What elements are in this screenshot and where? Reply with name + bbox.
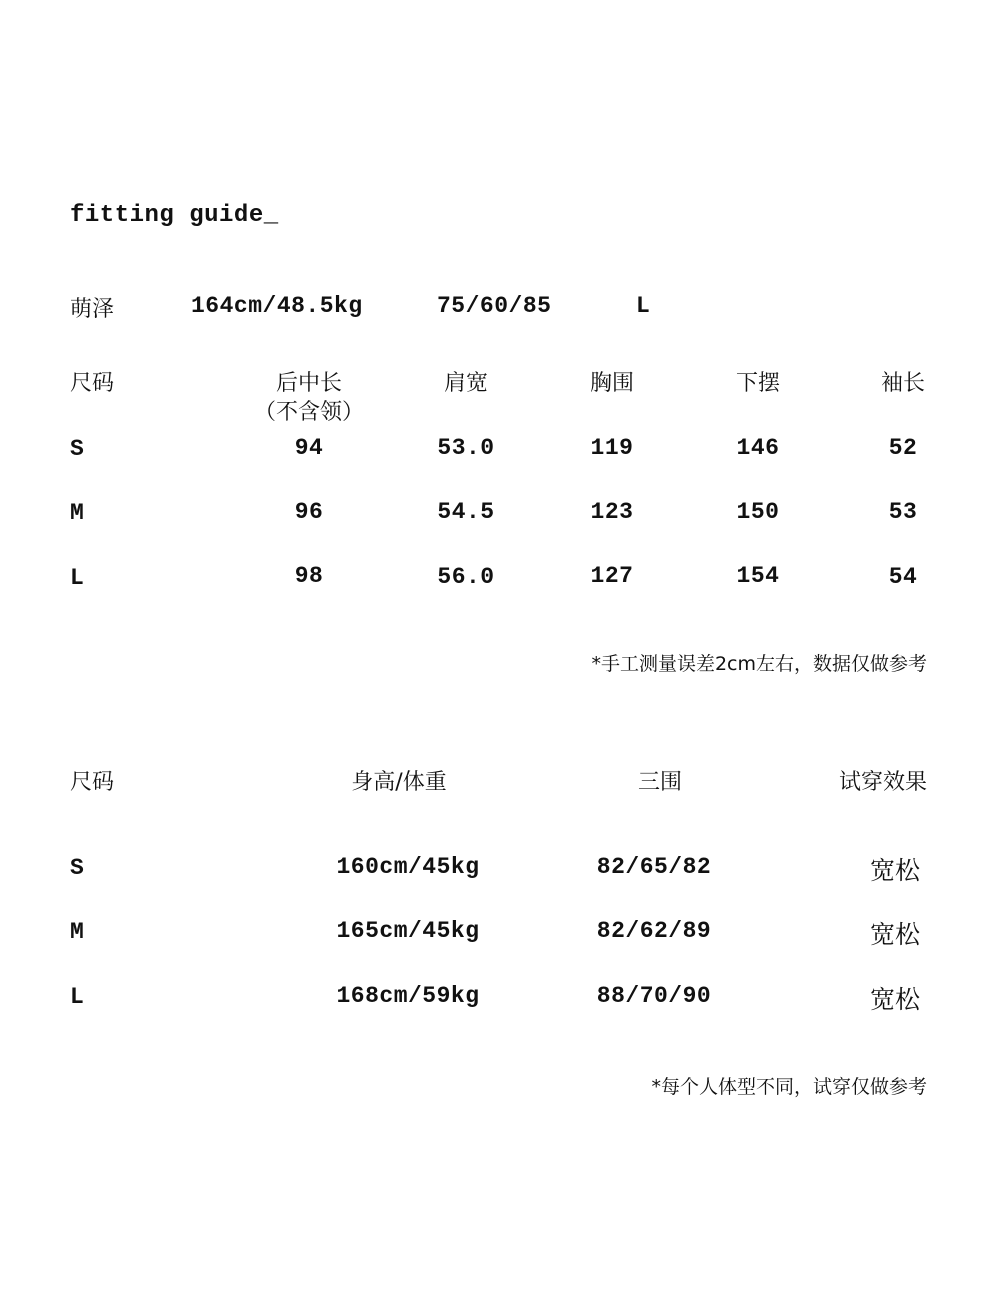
- size-table-cell: L: [70, 565, 85, 591]
- size-table-cell: 98: [294, 563, 324, 589]
- size-table-cell: 53.0: [437, 435, 495, 461]
- fit-table-cell: S: [70, 855, 85, 881]
- size-table-cell: 94: [294, 435, 324, 461]
- model-height-weight: 164cm/48.5kg: [191, 293, 363, 319]
- fit-table-cell: 168cm/59kg: [336, 983, 480, 1009]
- size-table-cell: 123: [590, 499, 634, 525]
- fit-table-cell: L: [70, 984, 85, 1010]
- size-table-header-back-length-note: （不含领）: [253, 400, 365, 425]
- fit-table-cell: 160cm/45kg: [336, 854, 480, 880]
- size-table-cell: 146: [736, 435, 780, 461]
- fit-table-cell: 宽松: [869, 856, 921, 885]
- size-table-cell: 154: [736, 563, 780, 589]
- fit-table-cell: 88/70/90: [596, 983, 712, 1009]
- size-table-header-hem: 下摆: [735, 371, 781, 396]
- model-size: L: [636, 293, 651, 319]
- size-table-header-sleeve: 袖长: [880, 371, 926, 396]
- fit-table-header-measurements: 三围: [637, 770, 683, 795]
- fit-table-cell: 宽松: [869, 920, 921, 949]
- size-table-cell: S: [70, 436, 85, 462]
- size-table-cell: 56.0: [437, 564, 495, 590]
- fit-table-cell: M: [70, 919, 85, 945]
- fit-table-header-size: 尺码: [70, 770, 115, 795]
- size-table-header-size: 尺码: [70, 371, 115, 396]
- fit-table-cell: 165cm/45kg: [336, 918, 480, 944]
- size-table-cell: 150: [736, 499, 780, 525]
- size-table-cell: 54.5: [437, 499, 495, 525]
- fit-table-header-fit-result: 试穿效果: [838, 770, 927, 795]
- model-name: 萌泽: [70, 297, 115, 322]
- size-table-cell: 54: [888, 564, 918, 590]
- size-table-cell: 53: [888, 499, 918, 525]
- size-table-cell: 119: [590, 435, 634, 461]
- size-table-cell: 52: [888, 435, 918, 461]
- size-table-note: *手工测量误差2cm左右，数据仅做参考: [591, 653, 927, 675]
- fit-table-note: *每个人体型不同，试穿仅做参考: [651, 1076, 927, 1098]
- size-table-header-back-length: 后中长: [275, 371, 343, 396]
- fit-table-cell: 82/65/82: [596, 854, 712, 880]
- fit-table-cell: 82/62/89: [596, 918, 712, 944]
- page-title: fitting guide_: [70, 202, 279, 229]
- fit-table-header-height-weight: 身高/体重: [351, 770, 447, 795]
- size-table-cell: 127: [590, 563, 634, 589]
- size-table-cell: 96: [294, 499, 324, 525]
- model-measurements: 75/60/85: [437, 293, 552, 319]
- size-table-header-chest: 胸围: [589, 371, 635, 396]
- size-table-header-shoulder: 肩宽: [443, 371, 489, 396]
- size-table-cell: M: [70, 500, 85, 526]
- fit-table-cell: 宽松: [869, 985, 921, 1014]
